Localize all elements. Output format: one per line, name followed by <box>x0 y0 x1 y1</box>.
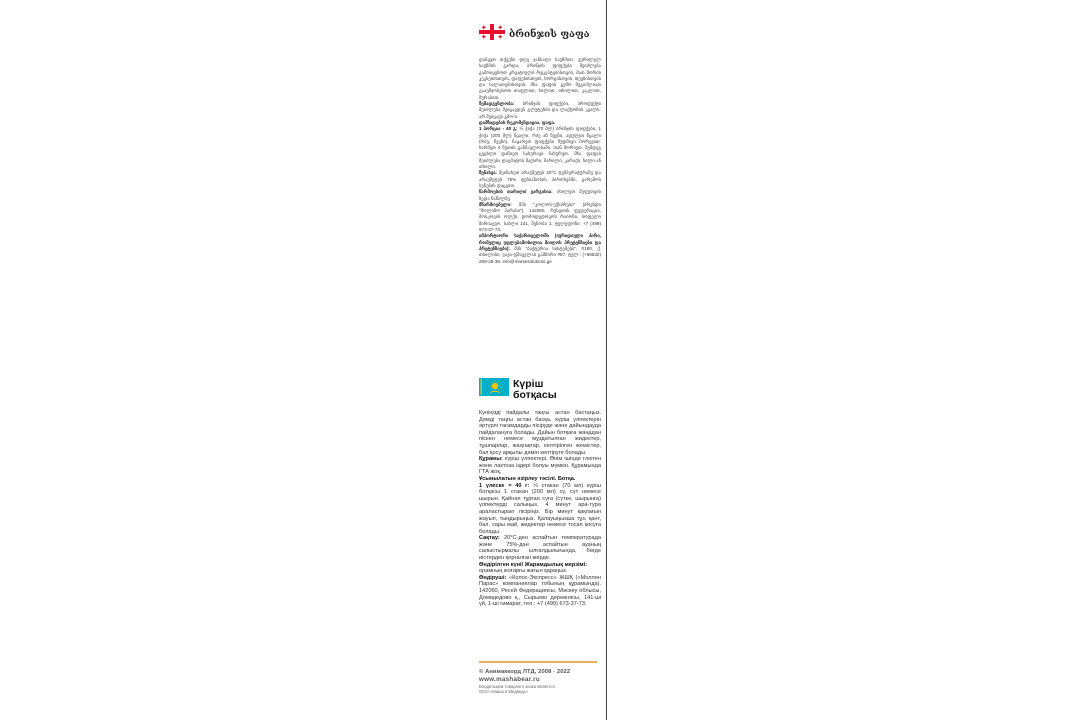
kazakh-portion: ⅓ стакан (70 мл) күріш ботқасы 1 стакан (200 мл) су, сүт немесе шырын. Қайнап тұрған суға (сүтке, шырынға) үлпектерді салыңыз. 4 минут ара-тура араластырып пісіріңіз. Бір минут қақпағын жауып, тыңдырыңыз. Қалауыңызша тұз, қант, бал, сары май, жидектер немесе тосап қосуға болады. <box>479 482 601 535</box>
georgian-body <box>479 57 601 265</box>
kazakh-title-line1: Күріш <box>513 377 544 390</box>
georgian-header <box>479 24 601 45</box>
kazakh-manufacturer-label: Өндіруші: <box>479 574 507 581</box>
georgian-composition: ბრინჯის ფიფქები. პროდუქტი შეიძლება შეიცავდეს გლუტენის და ლაქტოზის კვალს. არ შეიცავს გმო-ს. <box>479 101 602 119</box>
georgian-title: ბრინჯის ფაფა <box>509 28 590 40</box>
georgian-composition-label: შემადგენლობა: <box>479 101 515 107</box>
copyright: © Анимаккорд ЛТД, 2008 - 2022 <box>479 669 571 675</box>
georgian-manufacturer-label: მწარმოებელი: <box>479 201 512 207</box>
kazakh-title-line2: ботқасы <box>513 388 557 401</box>
georgian-importer: შპს "ბაქტერია სისტემები", 0180, ქ. თბილისი, ვაჟა-ფშაველას გამზირი #87, ტელ.: (+99532) 269-25-38. info@marsesolutions.ge <box>479 245 601 264</box>
georgian-intro: დაწყეთ თქვენი დღე ჯანსაღი საუზმით. ვერილელ საუზმის გარდა, ბრინჯის ფიფქები შეიძლება გამოიყენოთ კრეატიული რეცეპტებისთვის, მათ შორის კეკსებისთვის, ფაფებისთვის, ხორცისთვის, თევზისთვის და სალათებისთვის. მზა ფაფის გემო შეგიძლიათ გააუმჯობესოთ თაფლით, ხილით, თხილით, კაკლით, მურაბით. <box>479 57 601 100</box>
website: www.mashabear.ru <box>479 676 540 683</box>
georgian-storage-label: შენახვა: <box>479 170 498 176</box>
footer <box>479 669 601 694</box>
kazakh-title <box>513 379 557 401</box>
kazakh-section <box>479 378 601 608</box>
georgian-manufacturer: შპს "კოლოს-ექსპრესი" (ბრენდი "მოლინო პარასი"), 142060, რუსეთის ფედერაცია, მოსკოვის ოლქი, დომოდედოვოს რაიონი, სოფელი შირიაევო, სახლი 141, შენობა 1, ტელეფონი: +7 (499) 673-37-73. <box>479 201 602 233</box>
trademark-owner-line1: Владельцем товарного знака является <box>479 684 555 689</box>
georgian-date: იხილეთ შეფუთვის ზედა ნაწილზე. <box>479 189 602 201</box>
georgian-portion: ½ ჭიქა (70 მლ) ბრინჯის ფიფქები, 1 ჭიქა (200 მლ) წყალი, რძე ან წვენი. ადუღეთ წყალი (რძე, წვენი), ჩაყარეთ ფიფქები მუდმივი მორევით. ხარშეთ 4 წუთის განმავლობაში, თან მორიეთ. შემდეგ ცეცხლი დაწიეთ სახურავი ჩახურეთ. მზა ფაფას შეიძლება დაემატოს შაქარი, მარილი, კარაქი, ხილი ან თხილი. <box>479 126 602 170</box>
georgian-importer-label: იმპორტიორი საქართველოში (იურიდიული პირი, რომელიც უფლებამოსილია მიიღოს პრეტენზიები და პრეტენზიები): <box>479 233 601 251</box>
kazakh-date: орамның жоғарғы жағын қараңыз. <box>479 568 568 575</box>
kazakh-recommended: Ұсынылатын әзірлеу тәсілі. Ботқа. <box>479 475 576 482</box>
georgian-section <box>479 24 601 265</box>
trademark-owner-line2: ООО «Маша и Медведь» <box>479 689 529 695</box>
label-panel <box>474 0 607 720</box>
kazakhstan-flag-icon <box>479 378 509 401</box>
kazakh-storage-label: Сақтау: <box>479 535 500 542</box>
georgian-storage: შეინახეთ არაუმეტეს 20°C ტემპერატურაზე და არაუმეტეს 75% ტენიანობის პირობებში, გარემოს სუნების დაცვით. <box>479 170 601 188</box>
kazakh-header <box>479 378 601 401</box>
kazakh-composition: күріш үлпектері. Өнім ішінде глютен және лактоза іздері болуы мүмкін. Құрамында ГТА жоқ. <box>479 456 601 476</box>
footer-divider <box>479 661 597 663</box>
georgian-date-label: წარმოების თარიღი/ ვარგისია: <box>479 189 553 195</box>
georgian-recommended: დამზადების რეკომენდაცია. ფაფა. <box>479 119 556 125</box>
georgia-flag-icon <box>479 24 505 45</box>
kazakh-portion-label: 1 үлеске = 40 г: <box>479 482 530 489</box>
kazakh-composition-label: Құрамы: <box>479 456 503 463</box>
kazakh-intro: Күніңізді пайдалы таңғы астан бастаңыз. Дәмді таңғы астан басқа, күріш үлпектерін әртүрлі тағамдарды пісіруде және дайындауда пайдалануға болады. Дайын ботқаға жаңадан піскен немесе мұздатылған жидектер, тұшпарлар, жаңғақтар, кептірілген жемістер, бал қосу арқылы дәмін келтіруге болады. <box>479 410 601 456</box>
kazakh-storage: 20°C-ден аспайтын температурада және 75%-дан аспайтын ауаның салыстырмалы ылғалдылығында, бөгде иістерден қорғалған жерде. <box>479 535 601 562</box>
georgian-portion-label: 1 პორცია - 40 გ: <box>479 126 518 132</box>
kazakh-manufacturer: «Колос-Экспресс» ЖШҚ («Моллон Парас» компаниялар тобының құрамында), 142060, Ресей Федерациясы, Мәскеу облысы, Домодедово қ., Сырьево деревнясы, 141-ші үй, 1-ші ғимарат, тел.: +7 (499) 673-37-73. <box>479 574 601 608</box>
kazakh-body <box>479 410 601 608</box>
kazakh-date-label: Өндірілген күні/ Жарамдылық мерзімі: <box>479 561 588 568</box>
